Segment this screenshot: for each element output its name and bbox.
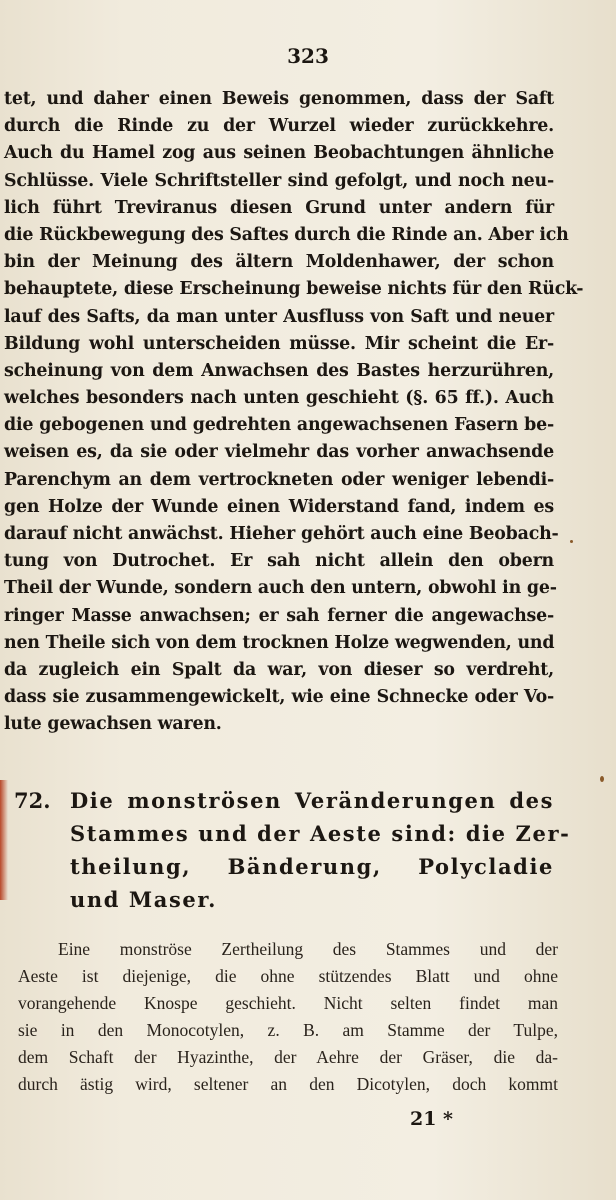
- ink-speck: [600, 776, 604, 782]
- text-line: tung von Dutrochet. Er sah nicht allein den obern: [4, 551, 554, 572]
- page-number: 323: [287, 44, 329, 68]
- text-line: Aeste ist diejenige, die ohne stützendes Blatt und ohne: [18, 966, 558, 986]
- text-line: durch die Rinde zu der Wurzel wieder zurückkehre.: [4, 116, 554, 137]
- heading-line: theilung, Bänderung, Polycladie: [70, 854, 554, 879]
- text-line: sie in den Monocotylen, z. B. am Stamme der Tulpe,: [18, 1020, 558, 1040]
- text-line: welches besonders nach unten geschieht (§. 65 ff.). Auch: [4, 388, 554, 409]
- text-line: Eine monströse Zertheilung des Stammes und der: [58, 939, 558, 959]
- text-line: lute gewachsen waren.: [4, 714, 222, 735]
- text-line: lich führt Treviranus diesen Grund unter andern für: [4, 197, 554, 218]
- text-line: tet, und daher einen Beweis genommen, dass der Saft: [4, 89, 554, 109]
- signature-mark: 21 *: [410, 1108, 453, 1130]
- heading-line: Die monströsen Veränderungen des: [70, 788, 554, 813]
- text-line: behauptete, diese Erscheinung beweise nichts für den Rück-: [4, 279, 584, 300]
- text-line: dem Schaft der Hyazinthe, der Aehre der Gräser, die da-: [18, 1047, 558, 1067]
- text-line: nen Theile sich von dem trocknen Holze wegwenden, und: [4, 632, 555, 653]
- text-line: ringer Masse anwachsen; er sah ferner die angewachse-: [4, 605, 554, 626]
- text-line: Schlüsse. Viele Schriftsteller sind gefolgt, und noch neu-: [4, 170, 554, 191]
- text-line: Parenchym an dem vertrockneten oder weniger lebendi-: [4, 469, 554, 490]
- text-line: die Rückbewegung des Saftes durch die Rinde an. Aber ich: [4, 224, 569, 245]
- text-line: die gebogenen und gedrehten angewachsenen Fasern be-: [4, 415, 554, 436]
- text-line: darauf nicht anwächst. Hieher gehört auch eine Beobach-: [4, 524, 559, 544]
- text-line: Auch du Hamel zog aus seinen Beobachtungen ähnliche: [4, 143, 554, 164]
- section-number: 72.: [14, 788, 51, 813]
- text-line: durch ästig wird, seltener an den Dicotylen, doch kommt: [18, 1074, 558, 1094]
- text-line: scheinung von dem Anwachsen des Bastes herzurühren,: [4, 360, 554, 381]
- page-edge-shadow: [0, 780, 8, 900]
- heading-line: Stammes und der Aeste sind: die Zer-: [70, 821, 571, 846]
- section-heading: [14, 784, 571, 916]
- text-line: bin der Meinung des ältern Moldenhawer, der schon: [4, 252, 554, 273]
- text-line: Bildung wohl unterscheiden müsse. Mir scheint die Er-: [4, 333, 554, 354]
- text-line: lauf des Safts, da man unter Ausfluss von Saft und neuer: [4, 306, 554, 327]
- paragraph-continued: [4, 86, 584, 739]
- text-line: da zugleich ein Spalt da war, von dieser so verdreht,: [4, 659, 554, 680]
- text-line: gen Holze der Wunde einen Widerstand fand, indem es: [4, 496, 554, 517]
- section-title: [70, 784, 571, 916]
- text-line: Theil der Wunde, sondern auch den untern, obwohl in ge-: [4, 578, 557, 599]
- ink-speck: [570, 540, 573, 543]
- heading-line: und Maser.: [70, 887, 218, 912]
- text-line: dass sie zusammengewickelt, wie eine Schnecke oder Vo-: [4, 687, 554, 708]
- text-line: vorangehende Knospe geschieht. Nicht selten findet man: [18, 993, 558, 1013]
- text-line: weisen es, da sie oder vielmehr das vorher anwachsende: [4, 442, 554, 463]
- section-paragraph: [18, 936, 558, 1098]
